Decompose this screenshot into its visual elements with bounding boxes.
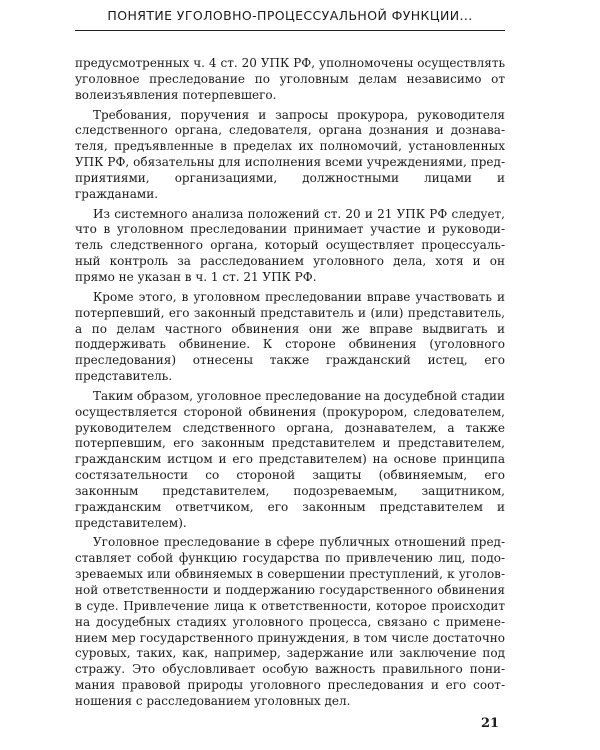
paragraph: Таким образом, уголовное преследование на досудебной стадии осуществляется стороной обвинения (прокурором, следователем, руководителем следственного органа, дознавателем, а также потерпевшим, его законным представителем и представителем, гражданским истцом и его представителем) на основе принципа состязательности со стороной защиты (обвиняемым, его законным представителем, подозреваемым, защитником, гражданским ответчиком, его законным представителем и представителем). bbox=[75, 388, 505, 530]
paragraph: Требования, поручения и запросы прокурора, руководителя следственного органа, следователя, органа дознания и дознавателя, предъявленные в пределах их полномочий, установленных УПК РФ, обязательны для исполнения всеми учреждениями, предприятиями, организациями, должностными лицами и гражданами. bbox=[75, 107, 505, 201]
paragraph: Из системного анализа положений ст. 20 и 21 УПК РФ следует, что в уголовном преследовании принимает участие и руководитель следственного органа, который осуществляет процессуальный контроль за расследованием уголовного дела, хотя и он прямо не указан в ч. 1 ст. 21 УПК РФ. bbox=[75, 206, 505, 284]
page-number: 21 bbox=[481, 716, 500, 731]
running-header: ПОНЯТИЕ УГОЛОВНО-ПРОЦЕССУАЛЬНОЙ ФУНКЦИИ... bbox=[75, 8, 505, 31]
paragraph: Кроме этого, в уголовном преследовании вправе участвовать и потерпевший, его законный представитель и (или) представитель, а по делам частного обвинения они же вправе выдвигать и поддерживать обвинение. К стороне обвинения (уголовного преследования) отнесены также гражданский истец, его представитель. bbox=[75, 289, 505, 384]
body-text bbox=[75, 56, 505, 714]
paragraph: Уголовное преследование в сфере публичных отношений представляет собой функцию государства по привлечению лиц, подозреваемых или обвиняемых в совершении преступлений, к уголовной ответственности и поддержанию государственного обвинения в суде. Привлечение лица к ответственности, которое происходит на досудебных стадиях уголовного процесса, связано с применением мер государственного принуждения, в том числе достаточно суровых, таких, как, например, задержание или заключение под стражу. Это обусловливает особую важность правильного понимания правовой природы уголовного преследования и его соотношения с расследованием уголовных дел. bbox=[75, 535, 505, 708]
paragraph-continued: предусмотренных ч. 4 ст. 20 УПК РФ, уполномочены осуществлять уголовное преследование по уголовным делам независимо от волеизъявления потерпевшего. bbox=[75, 56, 505, 102]
